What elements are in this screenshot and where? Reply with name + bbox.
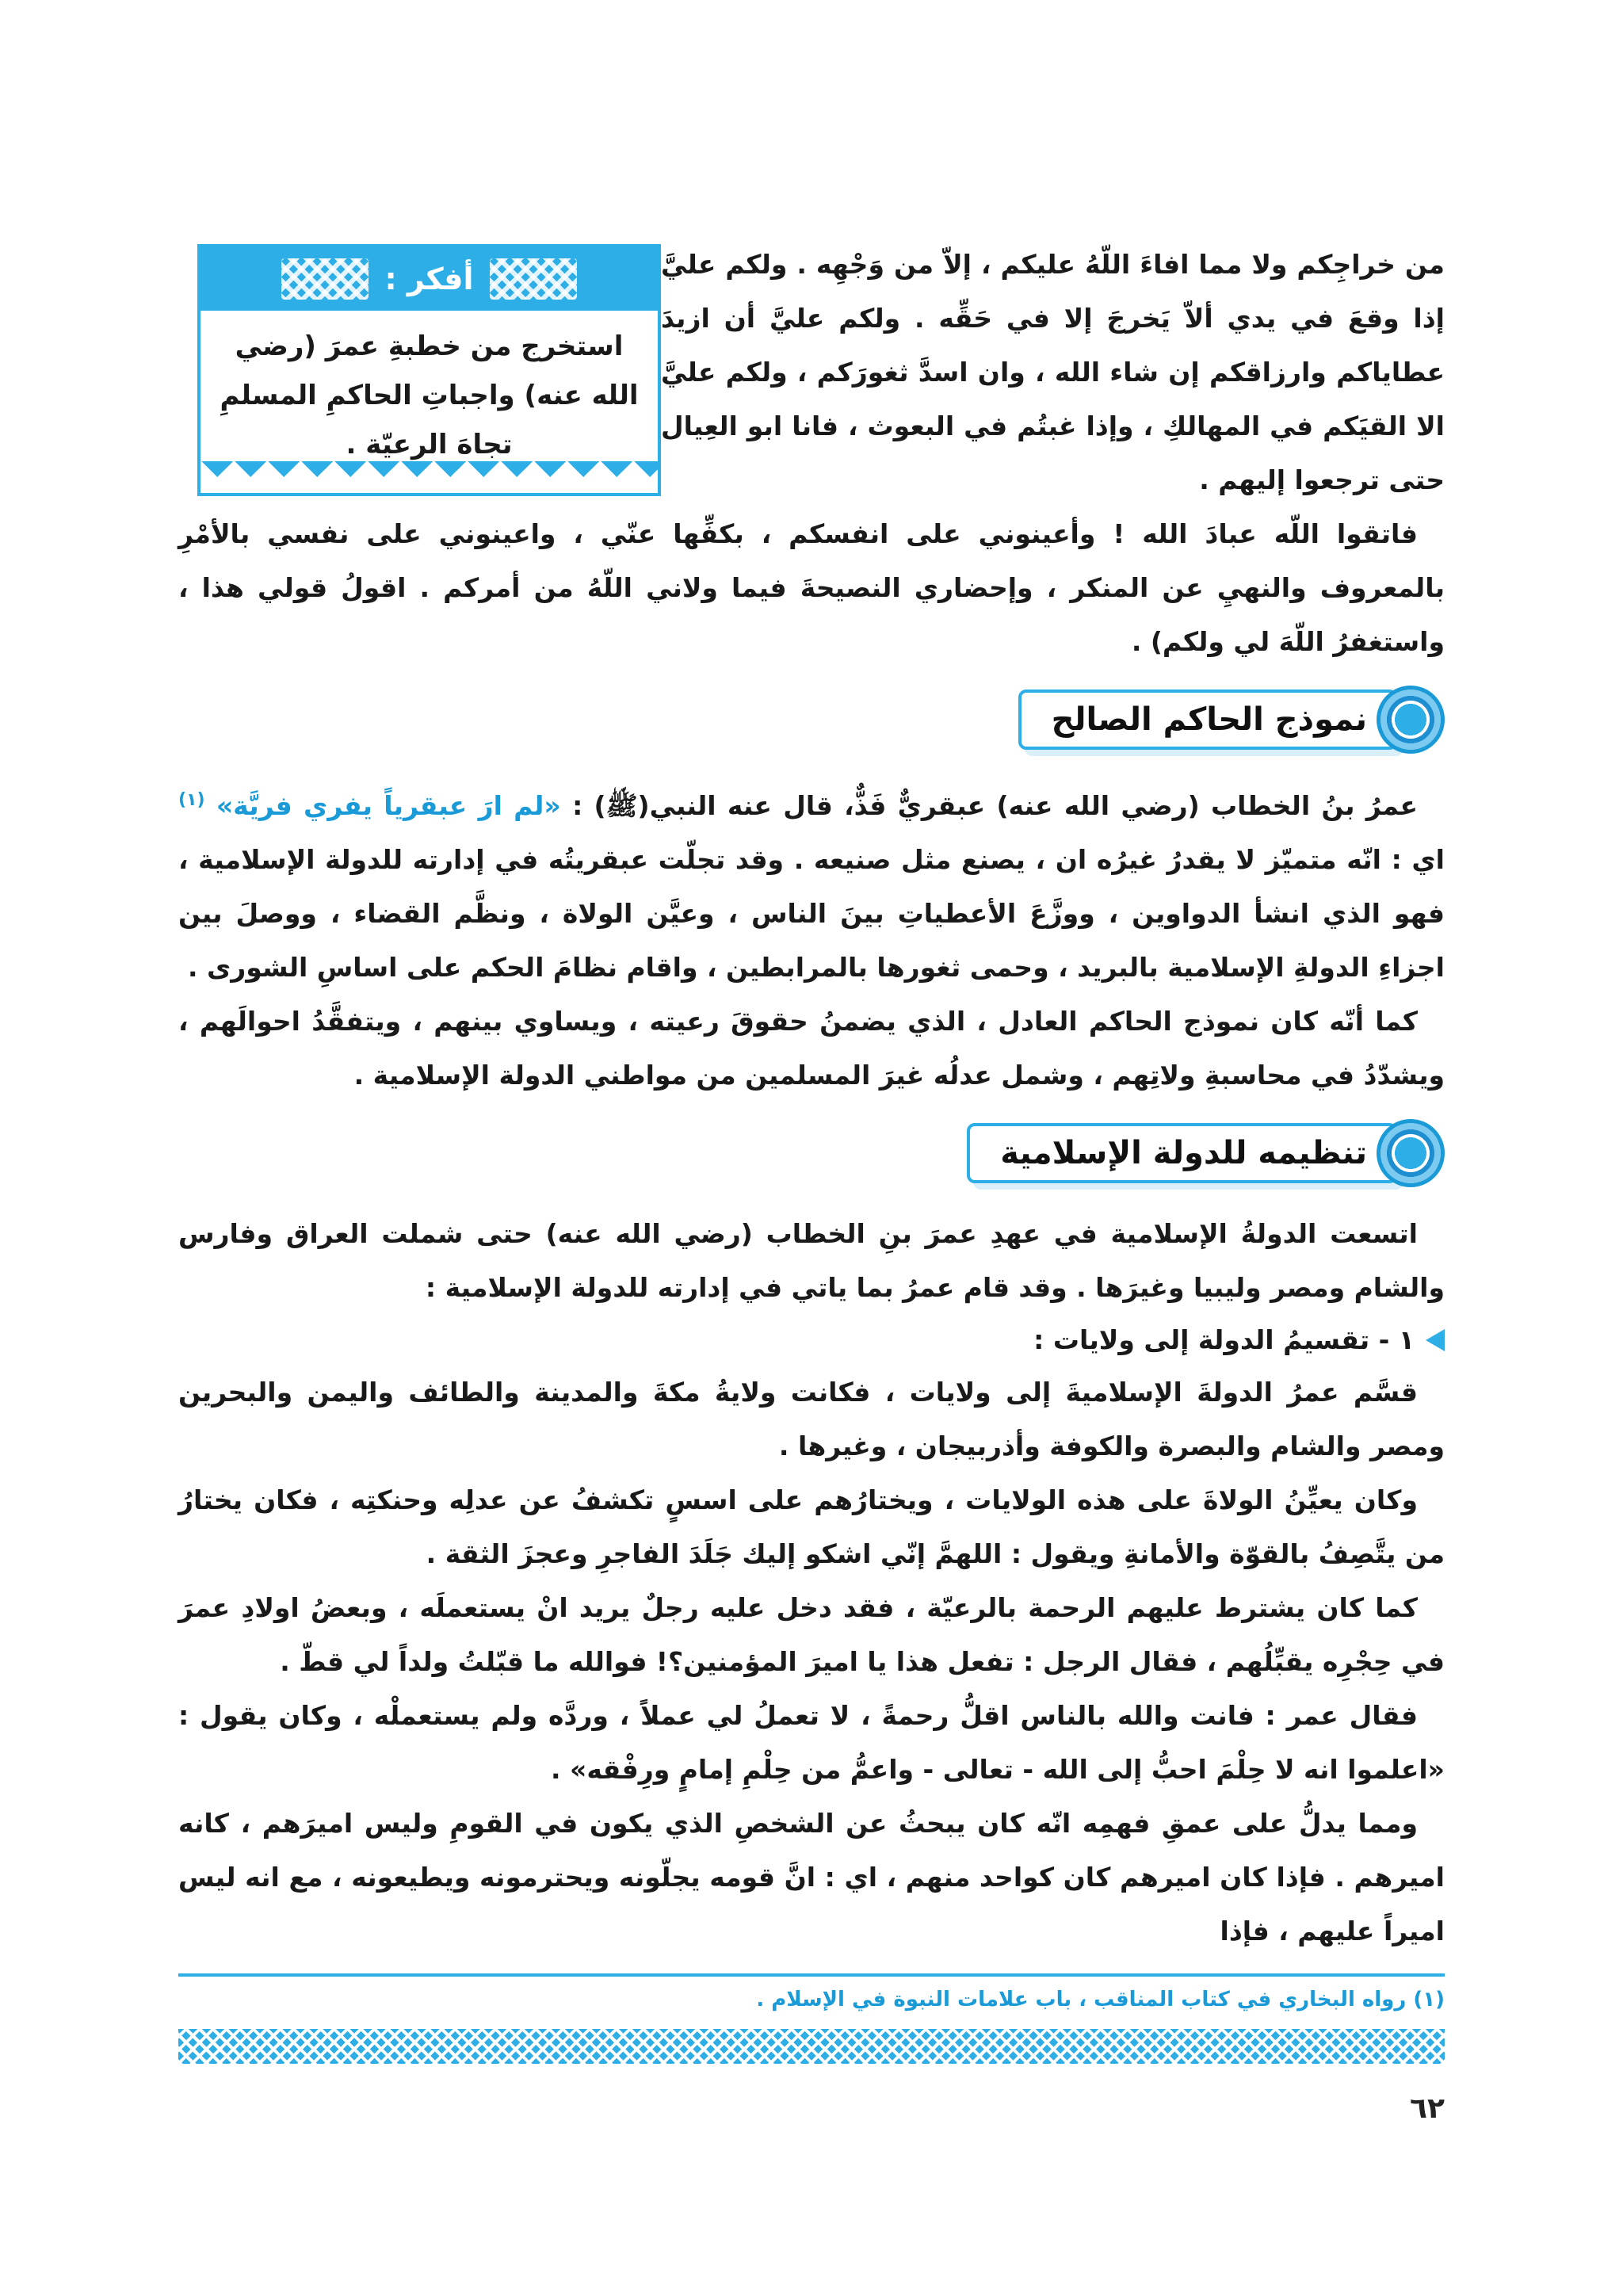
section-title: نموذج الحاكم الصالح [1018,690,1397,750]
footnote-divider [178,1973,1445,1977]
page-number: ٦٢ [1410,2092,1445,2125]
paragraph: من خراجِكم ولا مما افاءَ اللّهُ عليكم ، إلاّ من وَجْهِه . ولكم عليَّ إذا وقعَ في يدي ألاّ يَخرجَ إلا في حَقِّه . ولكم عليَّ أن ازيدَ عطاياكم وارزاقكم إن شاء الله ، وان اسدَّ ثغورَكم ، ولكم عليَّ الا القيَكم في المهالكِ ، وإذا غبتُم في البعوث ، فانا ابو العِيال حتى ترجعوا إليهم . [661,249,1445,495]
paragraph: كما أنّه كان نموذج الحاكم العادل ، الذي يضمنُ حقوقَ رعيته ، ويساوي بينهم ، ويتفقَّدُ احوالَهم ، ويشدّدُ في محاسبةِ ولاتِهم ، وشمل عدلُه غيرَ المسلمين من مواطني الدولة الإسلامية . [178,1006,1445,1091]
paragraph-end: اي : انّه متميّز لا يقدرُ غيرُه ان ، يصنع مثل صنيعه . وقد تجلّت عبقريتُه في إدارته للدولة الإسلامية ، فهو الذي انشأ الدواوين ، ووزَّعَ الأعطياتِ بينَ الناس ، وعيَّن الولاة ، ونظَّم القضاء ، ووصلَ بين اجزاءِ الدولةِ الإسلامية بالبريد ، وحمى ثغورها بالمرابطين ، واقام نظامَ الحكم على اساسِ الشورى . [178,844,1445,983]
paragraph: فاتقوا اللّه عبادَ الله ! وأعينوني على انفسكم ، بكفِّها عنّي ، واعينوني على نفسي بالأمْرِ بالمعروف والنهيِ عن المنكر ، وإحضاري النصيحةَ فيما ولاني اللّهُ من أمركم . اقولُ قولي هذا ، واستغفرُ اللّهَ لي ولكم) . [178,518,1445,657]
paragraph: قسَّم عمرُ الدولةَ الإسلاميةَ إلى ولايات ، فكانت ولايةُ مكةَ والمدينة والطائف واليمن والبحرين ومصر والشام والبصرة والكوفة وأذربيجان ، وغيرها . [178,1377,1445,1461]
intro-block [178,238,1445,669]
triangle-bullet-icon [1426,1329,1445,1351]
triangle-border-icon [200,461,658,493]
paragraph: كما كان يشترط عليهم الرحمة بالرعيّة ، فقد دخل عليه رجلٌ يريد انْ يستعملَه ، وبعضُ اولادِ عمرَ في حِجْرِه يقبِّلُهم ، فقال الرجل : تفعل هذا يا اميرَ المؤمنين؟! فوالله ما قبّلتُ ولداً لي قطّ . [178,1592,1445,1677]
think-box-text: استخرج من خطبةِ عمرَ (رضي الله عنه) واجباتِ الحاكمِ المسلمِ تجاهَ الرعيّة . [220,330,639,460]
paragraph-start: عمرُ بنُ الخطاب (رضي الله عنه) عبقريٌّ فَذٌّ، قال عنه النبي(ﷺ) : [572,790,1418,821]
subheading [178,1315,1445,1366]
decorative-footer-strip [178,2029,1445,2064]
think-box [197,244,661,496]
paragraph: وكان يعيِّنُ الولاةَ على هذه الولايات ، ويختارُهم على اسسٍ تكشفُ عن عدلِه وحنكتِه ، فكان يختارُ من يتَّصِفُ بالقوّة والأمانةِ ويقول : اللهمَّ إنّي اشكو إليك جَلَدَ الفاجرِ وعجزَ الثقة . [178,1484,1445,1569]
footnote-reference[interactable]: (١) [178,790,205,810]
think-box-title: أفكر : [384,262,474,296]
hadith-quote: «لم ارَ عبقرياً يفري فريَّة» [216,790,561,821]
page-content [178,238,1445,1958]
section-heading-state-organization [178,1114,1445,1193]
subheading-text: ١ - تقسيمُ الدولة إلى ولايات : [1033,1324,1415,1355]
ornament-icon [281,258,369,300]
rosette-icon [1377,1119,1445,1187]
paragraph: ومما يدلُّ على عمقِ فهمِه انّه كان يبحثُ عن الشخصِ الذي يكون في القومِ وليس اميرَهم ، كانه اميرهم . فإذا كان اميرهم كان كواحد منهم ، اي : انَّ قومه يجلّونه ويحترمونه ويطيعونه ، مع انه ليس اميراً عليهم ، فإذا [178,1808,1445,1946]
section-heading-model-ruler [178,680,1445,759]
paragraph: فقال عمر : فانت والله بالناس اقلُّ رحمةً ، لا تعملُ لي عملاً ، وردَّه ولم يستعملْه ، وكان يقول : «اعلموا انه لا حِلْمَ احبُّ إلى الله - تعالى - واعمُّ من حِلْمِ إمامٍ ورِفْقه» . [178,1700,1445,1785]
think-box-header [200,247,658,311]
rosette-icon [1377,686,1445,754]
paragraph [178,774,1445,995]
section-title: تنظيمه للدولة الإسلامية [967,1123,1397,1183]
paragraph: اتسعت الدولةُ الإسلامية في عهدِ عمرَ بنِ الخطاب (رضي الله عنه) حتى شملت العراق وفارس والشام ومصر وليبيا وغيرَها . وقد قام عمرُ بما ياتي في إدارته للدولة الإسلامية : [178,1218,1445,1303]
ornament-icon [490,258,577,300]
footnote: (١) رواه البخاري في كتاب المناقب ، باب علامات النبوة في الإسلام . [756,1988,1445,2011]
